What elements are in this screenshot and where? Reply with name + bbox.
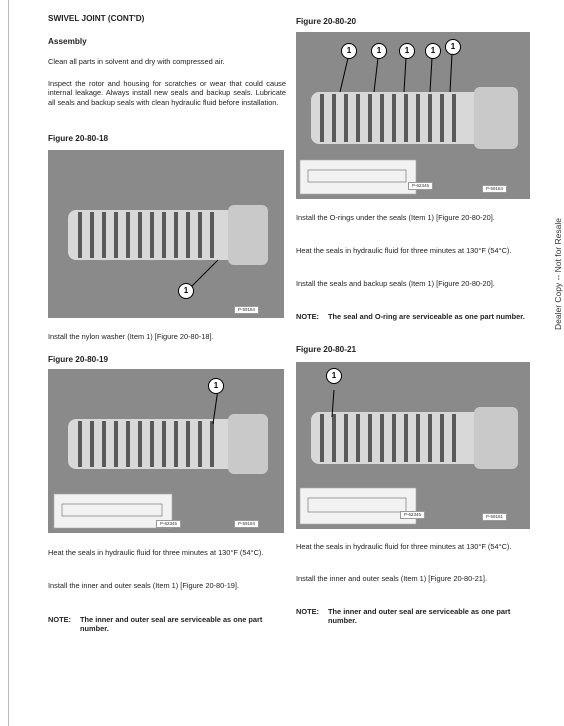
note-block-2 — [296, 607, 532, 626]
figure-20-label: Figure 20-80-20 — [296, 17, 357, 26]
swivel-rotor-image-4 — [296, 362, 530, 529]
paragraph-orings: Install the O-rings under the seals (Item 1) [Figure 20-80-20]. — [296, 213, 495, 222]
page-binding-line — [8, 0, 9, 726]
note-2-text: The inner and outer seal are serviceable as one part number. — [328, 607, 511, 626]
note-1-label: NOTE: — [296, 312, 319, 321]
paragraph-heat-seals: Heat the seals in hydraulic fluid for three minutes at 130°F (54°C). — [48, 548, 264, 557]
figure-21-label: Figure 20-80-21 — [296, 345, 357, 354]
figure-19-label: Figure 20-80-19 — [48, 355, 109, 364]
swivel-rotor-image-3 — [296, 32, 530, 199]
note-2-label: NOTE: — [296, 607, 319, 616]
figure-20-code-2: P-59184 — [482, 185, 507, 193]
figure-19-photo — [48, 369, 284, 533]
figure-21-callout: 1 — [326, 368, 342, 384]
figure-21-code-1: P-62346 — [400, 511, 425, 519]
figure-20-callout-3: 1 — [399, 43, 415, 59]
note-block — [48, 615, 286, 634]
swivel-rotor-image — [48, 150, 284, 318]
note-text: The inner and outer seal are serviceable as one part number. — [80, 615, 263, 634]
figure-20-callout-4: 1 — [425, 43, 441, 59]
caption-nylon-washer: Install the nylon washer (Item 1) [Figure 20-80-18]. — [48, 332, 214, 341]
paragraph-install-seals: Install the inner and outer seals (Item 1) [Figure 20-80-19]. — [48, 581, 240, 590]
paragraph-backup-seals: Install the seals and backup seals (Item 1) [Figure 20-80-20]. — [296, 279, 495, 288]
figure-18-callout: 1 — [178, 283, 194, 299]
figure-21-photo — [296, 362, 530, 529]
figure-20-callout-5: 1 — [445, 39, 461, 55]
swivel-rotor-image-2 — [48, 369, 284, 533]
sidebar-watermark: Dealer Copy -- Not for Resale — [553, 218, 563, 330]
figure-19-code-2: P-59184 — [234, 520, 259, 528]
figure-19-code-1: P-62345 — [156, 520, 181, 528]
paragraph-install-seals-right: Install the inner and outer seals (Item 1) [Figure 20-80-21]. — [296, 574, 488, 583]
figure-18-label: Figure 20-80-18 — [48, 134, 109, 143]
figure-20-callout-1: 1 — [341, 43, 357, 59]
figure-20-photo — [296, 32, 530, 199]
figure-18-code: P-59184 — [234, 306, 259, 314]
figure-19-callout: 1 — [208, 378, 224, 394]
paragraph-inspect: Inspect the rotor and housing for scratches or wear that could cause internal leakage. Always install new seals and backup seals. Lubricate all seals and backup seals with clean hydraulic fluid before installation. — [48, 79, 286, 107]
section-title: SWIVEL JOINT (CONT'D) — [48, 14, 145, 23]
note-block-1 — [296, 312, 532, 321]
figure-21-code-2: P-59181 — [482, 513, 507, 521]
figure-20-callout-2: 1 — [371, 43, 387, 59]
note-label: NOTE: — [48, 615, 71, 624]
note-1-text: The seal and O-ring are serviceable as one part number. — [328, 312, 525, 321]
paragraph-heat-seals-right-2: Heat the seals in hydraulic fluid for three minutes at 130°F (54°C). — [296, 542, 512, 551]
assembly-heading: Assembly — [48, 37, 87, 46]
figure-20-code-1: P-62345 — [408, 182, 433, 190]
paragraph-heat-seals-right: Heat the seals in hydraulic fluid for three minutes at 130°F (54°C). — [296, 246, 512, 255]
figure-18-photo — [48, 150, 284, 318]
paragraph-clean: Clean all parts in solvent and dry with compressed air. — [48, 57, 225, 66]
